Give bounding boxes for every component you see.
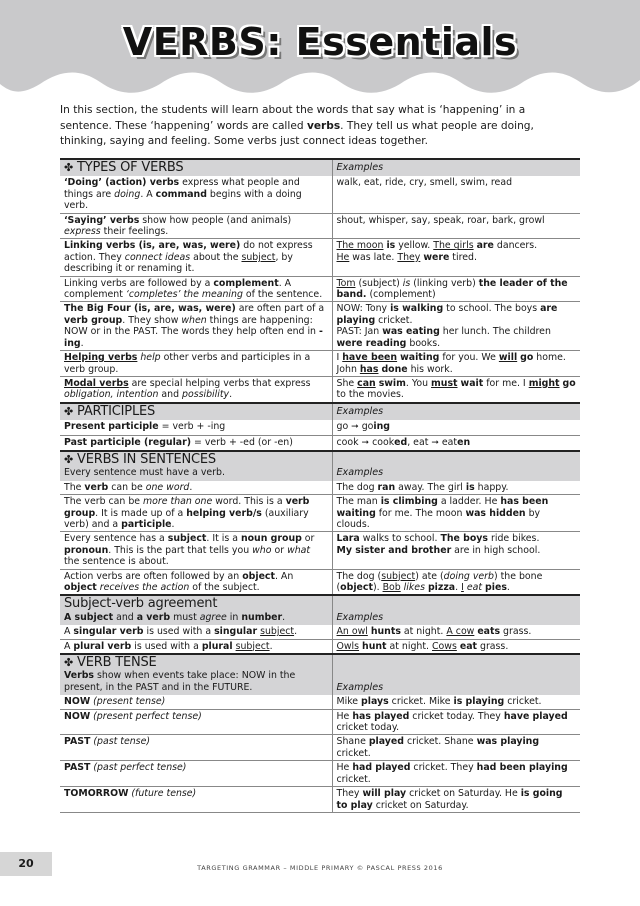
- table-row: Present participle = verb + -ing go ➞ going: [60, 420, 580, 435]
- table-row: ‘Doing’ (action) verbs express what people and things are doing. A command begins with a doing verb. walk, eat, ride, cry, smell, swim, read: [60, 176, 580, 213]
- examples-label: Examples: [336, 611, 384, 623]
- table-row: Linking verbs are followed by a complement. A complement ‘completes’ the meaning of the sentence. Tom (subject) is (linking verb) the leader of the band. (complement): [60, 276, 580, 302]
- table-row: Action verbs are often followed by an object. An object receives the action of the subject. The dog (subject) ate (doing verb) the bone (object). Bob likes pizza. I eat pies.: [60, 569, 580, 595]
- table-row: Linking verbs (is, are, was, were) do not express action. They connect ideas about the subject, by describing it or renaming it. The moon is yellow. The girls are dancers. He was late. They were tired.: [60, 239, 580, 276]
- section-header-types: [60, 159, 580, 176]
- verbs-table: [60, 158, 580, 813]
- section-header-tense: [60, 654, 580, 695]
- table-row: NOW (present tense) Mike plays cricket. Mike is playing cricket.: [60, 695, 580, 709]
- right-arrow-icon: ➞: [361, 437, 370, 448]
- section-header-agreement: [60, 595, 580, 625]
- table-row: A plural verb is used with a plural subject. Owls hunt at night. Cows eat grass.: [60, 639, 580, 654]
- footer-credit: TARGETING GRAMMAR – MIDDLE PRIMARY © PASCAL PRESS 2016: [197, 864, 443, 872]
- section-title: TYPES OF VERBS: [77, 160, 184, 175]
- section-title: VERB TENSE: [77, 655, 157, 671]
- section-header-participles: [60, 403, 580, 420]
- section-subtitle: A subject and a verb must agree in number.: [64, 611, 286, 623]
- table-row: PAST (past perfect tense) He had played cricket. They had been playing cricket.: [60, 761, 580, 787]
- table-row: The verb can be more than one word. This is a verb group. It is made up of a helping verb/s (auxiliary verb) and a participle. The man is climbing a ladder. He has been waiting for me. The moon was hidden by clouds.: [60, 495, 580, 532]
- table-row: A singular verb is used with a singular subject. An owl hunts at night. A cow eats grass.: [60, 625, 580, 639]
- section-header-sentences: [60, 451, 580, 481]
- section-title: VERBS IN SENTENCES: [77, 451, 216, 467]
- table-row: The Big Four (is, are, was, were) are often part of a verb group. They show when things are happening: NOW or in the PAST. The words they help often end in -ing. NOW: Tony is walking to school. The boys are playing cricket. PAST: Jan was eating her lunch. The children were reading books.: [60, 302, 580, 351]
- four-point-star-icon: ✤: [64, 452, 74, 466]
- page-title: VERBS: Essentials: [122, 20, 518, 64]
- examples-label: Examples: [336, 162, 384, 173]
- table-row: Every sentence has a subject. It is a noun group or pronoun. This is the part that tells you who or what the sentence is about. Lara walks to school. The boys ride bikes. My sister and brother are in high school.: [60, 532, 580, 569]
- table-row: The verb can be one word. The dog ran away. The girl is happy.: [60, 481, 580, 495]
- section-title: PARTICIPLES: [77, 403, 156, 419]
- right-arrow-icon: ➞: [351, 422, 359, 433]
- table-row: PAST (past tense) Shane played cricket. Shane was playing cricket.: [60, 735, 580, 761]
- examples-label: Examples: [336, 467, 384, 479]
- four-point-star-icon: ✤: [64, 656, 74, 670]
- table-row: NOW (present perfect tense) He has played cricket today. They have played cricket today.: [60, 709, 580, 735]
- table-row: ‘Saying’ verbs show how people (and animals) express their feelings. shout, whisper, say, speak, roar, bark, growl: [60, 213, 580, 239]
- section-subtitle: Verbs show when events take place: NOW in the present, in the PAST and in the FUTURE.: [64, 670, 296, 693]
- table-row: Helping verbs help other verbs and participles in a verb group. I have been waiting for you. We will go home. John has done his work.: [60, 351, 580, 377]
- intro-paragraph: In this section, the students will learn about the words that say what is ‘happening’ in a sentence. These ‘happening’ words are called verbs. They tell us what people are doing, thinking, saying and feeling. Some verbs just connect ideas together.: [60, 104, 534, 147]
- four-point-star-icon: ✤: [64, 161, 74, 174]
- table-row: Past participle (regular) = verb + -ed (or -en) cook ➞ cooked, eat ➞ eaten: [60, 435, 580, 451]
- examples-label: Examples: [336, 681, 384, 693]
- table-row: TOMORROW (future tense) They will play cricket on Saturday. He is going to play cricket on Saturday.: [60, 787, 580, 813]
- examples-label: Examples: [336, 405, 384, 417]
- page-number: 20: [0, 852, 52, 876]
- right-arrow-icon: ➞: [431, 437, 439, 448]
- table-row: Modal verbs are special helping verbs that express obligation, intention and possibility. She can swim. You must wait for me. I might go to the movies.: [60, 376, 580, 402]
- four-point-star-icon: ✤: [64, 404, 74, 418]
- section-title: Subject-verb agreement: [64, 596, 218, 612]
- section-subtitle: Every sentence must have a verb.: [64, 467, 225, 479]
